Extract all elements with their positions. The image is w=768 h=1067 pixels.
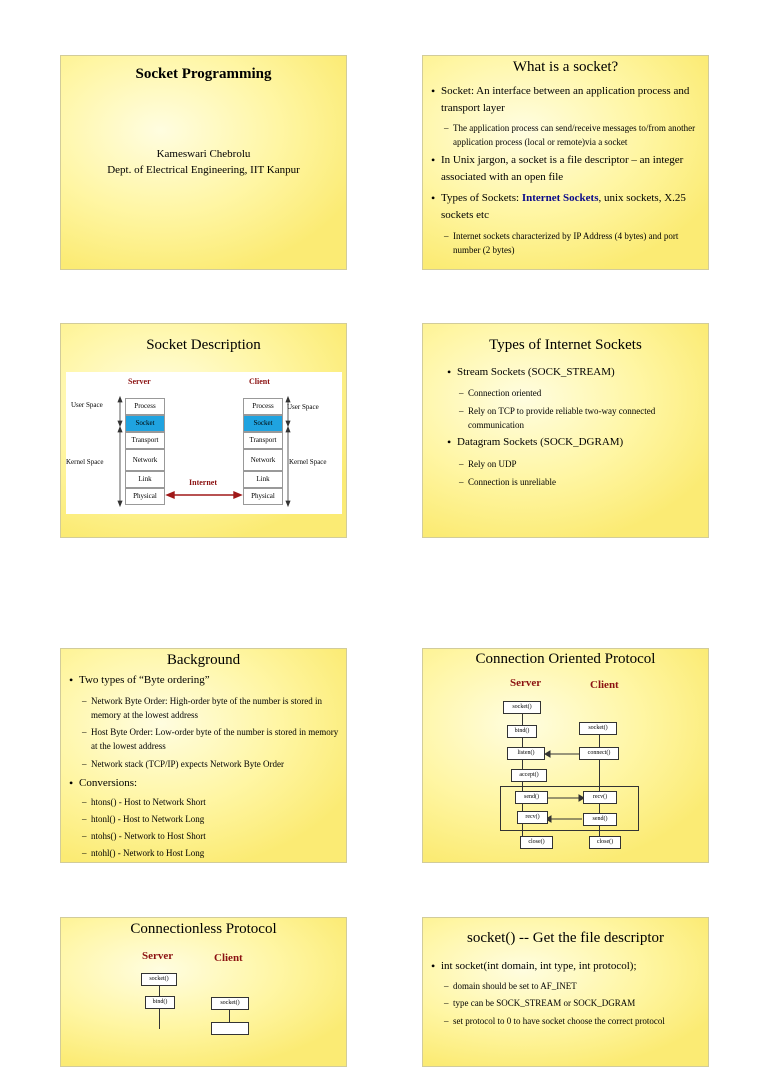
client-connect-box: connect(): [579, 747, 619, 760]
layer-socket: Socket: [125, 415, 165, 432]
affiliation: Dept. of Electrical Engineering, IIT Kanpur: [107, 164, 300, 176]
layer-link: Link: [125, 471, 165, 488]
dash-icon: –: [444, 981, 449, 991]
slide-socket-description: [60, 323, 347, 538]
dash-icon: –: [82, 759, 87, 769]
dash-icon: –: [444, 998, 449, 1008]
layer-link: Link: [243, 471, 283, 488]
dash-icon: –: [459, 477, 464, 487]
bullet: • int socket(int domain, int type, int protocol);: [431, 959, 637, 973]
bullet: • Types of Sockets: Internet Sockets, unix sockets, X.25 sockets etc: [431, 191, 686, 221]
server-socket-box: socket(): [503, 701, 541, 714]
bullet-dot-icon: •: [69, 673, 74, 687]
server-label: Server: [510, 677, 542, 689]
dash-icon: –: [82, 814, 87, 824]
dash-icon: –: [459, 388, 464, 398]
server-bind-box: bind(): [145, 996, 175, 1009]
slide-heading: Socket Programming: [135, 66, 272, 82]
sub-bullet: – Connection is unreliable: [459, 477, 556, 487]
bullet-dot-icon: •: [69, 776, 74, 790]
slide-heading: Types of Internet Sockets: [489, 337, 642, 353]
sub-bullet: – The application process can send/receive messages to/from another application process (local or remote)via a socket: [444, 123, 696, 147]
highlight-term: Internet Sockets: [521, 192, 599, 204]
bullet-dot-icon: •: [431, 153, 436, 167]
sub-bullet: – Network stack (TCP/IP) expects Network Byte Order: [82, 759, 284, 769]
dash-icon: –: [82, 848, 87, 858]
dash-icon: –: [82, 727, 87, 737]
sub-bullet: – htons() - Host to Network Short: [82, 797, 206, 807]
slide-background: [60, 648, 347, 863]
author: Kameswari Chebrolu: [156, 148, 251, 160]
bullet: • Datagram Sockets (SOCK_DGRAM): [447, 435, 624, 449]
slide-heading: socket() -- Get the file descriptor: [467, 930, 664, 946]
slide-heading: Connectionless Protocol: [130, 921, 277, 937]
bullet: • Stream Sockets (SOCK_STREAM): [447, 365, 615, 379]
connector: [159, 1009, 160, 1029]
slide-heading: Background: [166, 652, 241, 668]
server-bind-box: bind(): [507, 725, 537, 738]
dash-icon: –: [444, 231, 449, 241]
dash-icon: –: [459, 459, 464, 469]
slide-what-is-socket: [422, 55, 709, 270]
sub-bullet: – htonl() - Host to Network Long: [82, 814, 205, 824]
client-socket-box: socket(): [211, 997, 249, 1010]
slide-heading: Socket Description: [146, 337, 261, 353]
slide-heading: What is a socket?: [512, 59, 619, 75]
internet-arrow: [167, 492, 241, 498]
server-label: Server: [128, 377, 151, 386]
slide-types-internet-sockets: [422, 323, 709, 538]
slide-heading: Connection Oriented Protocol: [475, 651, 656, 667]
internet-label: Internet: [189, 478, 217, 487]
sub-bullet: – type can be SOCK_STREAM or SOCK_DGRAM: [444, 998, 636, 1008]
sub-bullet: – Rely on TCP to provide reliable two-way connected communication: [459, 406, 656, 430]
kernel-space-label: Kernel Space: [66, 458, 104, 466]
client-send-box: send(): [583, 813, 617, 826]
layer-process: Process: [243, 398, 283, 415]
bullet-dot-icon: •: [447, 435, 452, 449]
server-close-box: close(): [520, 836, 553, 849]
user-space-label: User Space: [287, 403, 319, 411]
server-listen-box: listen(): [507, 747, 545, 760]
stack-arrows: [66, 372, 342, 514]
layer-network: Network: [125, 449, 165, 471]
sub-bullet: – ntohs() - Network to Host Short: [82, 831, 206, 841]
sub-bullet: – domain should be set to AF_INET: [444, 981, 577, 991]
client-label: Client: [249, 377, 270, 386]
server-accept-box: accept(): [511, 769, 547, 782]
slide-connection-oriented: [422, 648, 709, 863]
flow-arrows: [423, 649, 709, 863]
dash-icon: –: [444, 123, 449, 133]
kernel-space-label: Kernel Space: [289, 458, 327, 466]
protocol-stack-diagram: [66, 372, 342, 514]
bullet: • Conversions:: [69, 776, 138, 790]
dash-icon: –: [82, 696, 87, 706]
dash-icon: –: [459, 406, 464, 416]
layer-transport: Transport: [243, 432, 283, 449]
sub-bullet: – Network Byte Order: High-order byte of the number is stored in memory at the lowest address: [82, 696, 322, 720]
sub-bullet: – set protocol to 0 to have socket choose the correct protocol: [444, 1016, 665, 1026]
client-label: Client: [590, 679, 619, 691]
sub-bullet: – Rely on UDP: [459, 459, 517, 469]
bullet-dot-icon: •: [431, 191, 436, 205]
server-send-box: send(): [515, 791, 548, 804]
sub-bullet: – Host Byte Order: Low-order byte of the number is stored in memory at the lowest address: [82, 727, 339, 751]
server-recv-box: recv(): [517, 811, 548, 824]
layer-process: Process: [125, 398, 165, 415]
bullet: • Socket: An interface between an application process and transport layer: [431, 84, 690, 114]
slide-connectionless: [60, 917, 347, 1067]
layer-network: Network: [243, 449, 283, 471]
layer-transport: Transport: [125, 432, 165, 449]
user-space-label: User Space: [71, 401, 103, 409]
bullet: • Two types of “Byte ordering”: [69, 673, 210, 687]
dash-icon: –: [444, 1016, 449, 1026]
layer-physical: Physical: [243, 488, 283, 505]
bullet-dot-icon: •: [431, 959, 436, 973]
layer-physical: Physical: [125, 488, 165, 505]
slide-socket-fd: [422, 917, 709, 1067]
dash-icon: –: [82, 797, 87, 807]
connector: [159, 985, 160, 996]
layer-socket: Socket: [243, 415, 283, 432]
sub-bullet: – Connection oriented: [459, 388, 542, 398]
bullet: • In Unix jargon, a socket is a file descriptor – an integer associated with an open file: [431, 153, 684, 183]
client-close-box: close(): [589, 836, 621, 849]
bullet-dot-icon: •: [431, 84, 436, 98]
server-label: Server: [142, 950, 174, 962]
dash-icon: –: [82, 831, 87, 841]
bullet-dot-icon: •: [447, 365, 452, 379]
server-socket-box: socket(): [141, 973, 177, 986]
client-socket-box: socket(): [579, 722, 617, 735]
sub-bullet: – ntohl() - Network to Host Long: [82, 848, 205, 858]
sub-bullet: – Internet sockets characterized by IP Address (4 bytes) and port number (2 bytes): [444, 231, 679, 255]
slide-title: [60, 55, 347, 270]
client-label: Client: [214, 952, 243, 964]
client-recv-box: recv(): [583, 791, 617, 804]
